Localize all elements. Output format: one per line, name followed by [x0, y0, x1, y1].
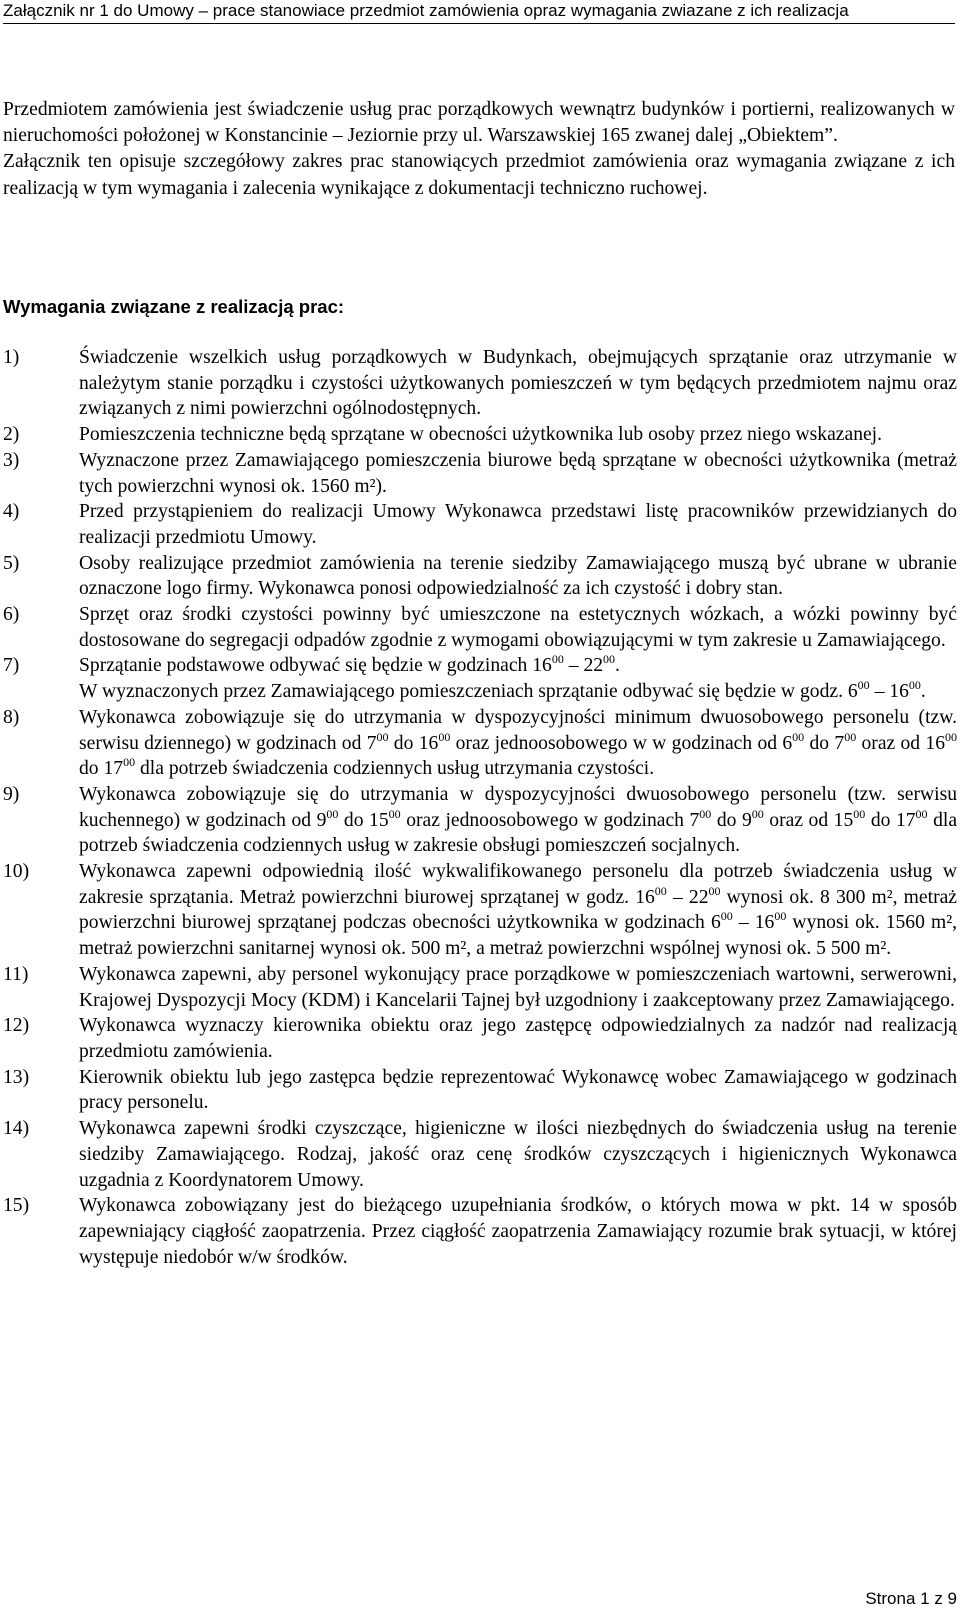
- item-text: Osoby realizujące przedmiot zamówienia na terenie siedziby Zamawiającego muszą być ubrane w ubranie oznaczone logo firmy. Wykonawca ponosi odpowiedzialność za ich czystość i dobry stan.: [79, 552, 957, 600]
- requirement-item: [3, 422, 957, 448]
- item-text: Wyznaczone przez Zamawiającego pomieszczenia biurowe będą sprzątane w obecności użytkownika (metraż tych powierzchni wynosi ok. 1560 m²).: [79, 449, 957, 497]
- item-text: Wykonawca zapewni środki czyszczące, higieniczne w ilości niezbędnych do świadczenia usług na terenie siedziby Zamawiającego. Rodzaj, jakość oraz cenę środków czyszczących i higienicznych Wykonawca uzgadnia z Koordynatorem Umowy.: [79, 1118, 957, 1191]
- item-text: Wykonawca zobowiązany jest do bieżącego uzupełniania środków, o których mowa w pkt. 14 w sposób zapewniający ciągłość zaopatrzenia. Przez ciągłość zaopatrzenia Zamawiający rozumie brak sytuacji, w której występuje niedobór w/w środków.: [79, 1195, 957, 1268]
- item-number: 14): [3, 1118, 30, 1140]
- item-text: Sprzęt oraz środki czystości powinny być umieszczone na estetycznych wózkach, a wózki powinny być dostosowane do segregacji odpadów zgodnie z wymogami obowiązującymi w tym zakresie u Zamawiającego.: [79, 604, 957, 651]
- item-text: Sprzątanie podstawowe odbywać się będzie w godzinach $16^{00} - 22^{00}$. W wyznaczonych przez Zamawiającego pomieszczeniach sprzątanie odbywać się będzie w godz. $6^{00} - 16^{00}$.: [79, 652, 926, 703]
- item-text: Przed przystąpieniem do realizacji Umowy Wykonawca przedstawi listę pracowników przewidzianych do realizacji przedmiotu Umowy.: [79, 501, 957, 548]
- requirement-item: [3, 551, 957, 602]
- requirements-list: [3, 345, 957, 1270]
- item-text: Wykonawca zapewni, aby personel wykonujący prace porządkowe w pomieszczeniach wartowni, serwerowni, Krajowej Dyspozycji Mocy (KDM) i Kancelarii Tajnej był uzgodniony i zaakceptowany przez Zamawiającego.: [79, 963, 957, 1011]
- item-number: 12): [3, 1015, 30, 1037]
- requirement-item: [3, 448, 957, 499]
- item-number: 7): [3, 655, 20, 677]
- requirement-item: [3, 602, 957, 653]
- item-number: 5): [3, 552, 20, 574]
- requirement-item: [3, 782, 957, 859]
- page-header: Załącznik nr 1 do Umowy – prace stanowiace przedmiot zamówienia opraz wymagania zwiazane z ich realizacja: [3, 0, 955, 24]
- item-text: Kierownik obiektu lub jego zastępca będzie reprezentować Wykonawcę wobec Zamawiającego w godzinach pracy personelu.: [79, 1066, 957, 1114]
- item-number: 1): [3, 347, 20, 368]
- requirement-item: [3, 1013, 957, 1064]
- item-number: 3): [3, 449, 20, 471]
- page-number: Strona 1 z 9: [865, 1589, 957, 1608]
- intro-section: [3, 97, 955, 202]
- requirement-item: [3, 345, 957, 422]
- requirement-item: [3, 962, 957, 1013]
- intro-paragraph-2: Załącznik ten opisuje szczegółowy zakres prac stanowiących przedmiot zamówienia oraz wymagania związane z ich realizacją w tym wymagania i zalecenia wynikające z dokumentacji techniczno ruchowej.: [3, 151, 955, 199]
- requirement-item: [3, 1065, 957, 1116]
- item-text: Wykonawca zapewni odpowiednią ilość wykwalifikowanego personelu dla potrzeb świadczenia usług w zakresie sprzątania. Metraż powierzchni biurowej sprzątanej w godz. $16^{00} - 22^{00}$ wynosi ok. 8 300 m², metraż powierzchni biurowej sprzątanej podczas obecności użytkownika w godzinach $6^{00} - 16^{00}$ wynosi ok. 1560 m², metraż powierzchni sanitarnej wynosi ok. 500 m², a metraż powierzchni wspólnej wynosi ok. 5 500 m².: [79, 861, 957, 960]
- item-number: 10): [3, 861, 30, 883]
- item-number: 4): [3, 501, 20, 523]
- item-number: 9): [3, 783, 20, 805]
- requirement-item: [3, 705, 957, 782]
- item-number: 15): [3, 1195, 30, 1217]
- item-text: Wykonawca wyznaczy kierownika obiektu oraz jego zastępcę odpowiedzialnych za nadzór nad realizacją przedmiotu zamówienia.: [79, 1015, 957, 1062]
- item-number: 11): [3, 963, 29, 985]
- requirement-item: [3, 1116, 957, 1193]
- item-text: Wykonawca zobowiązuje się do utrzymania w dyspozycyjności dwuosobowego personelu (tzw. serwisu kuchennego) w godzinach od $9^{00}$ do $15^{00}$ oraz jednoosobowego w godzinach $7^{00}$ do $9^{00}$ oraz od $15^{00}$ do $17^{00}$ dla potrzeb świadczenia codziennych usług w zakresie obsługi pomieszczeń socjalnych.: [79, 783, 958, 857]
- item-number: 6): [3, 604, 20, 626]
- item-number: 13): [3, 1066, 30, 1088]
- requirements-heading: Wymagania związane z realizacją prac:: [3, 296, 345, 317]
- requirement-item: [3, 1193, 957, 1270]
- requirement-item: [3, 499, 957, 550]
- item-text: Wykonawca zobowiązuje się do utrzymania w dyspozycyjności minimum dwuosobowego personelu (tzw. serwisu dziennego) w godzinach od $7^{00}$ do $16^{00}$ oraz jednoosobowego w w godzinach od $6^{00}$ do $7^{00}$ oraz od $16^{00}$ do $17^{00}$ dla potrzeb świadczenia codziennych usług utrzymania czystości.: [79, 706, 958, 780]
- item-number: 8): [3, 706, 20, 728]
- item-text: Świadczenie wszelkich usług porządkowych w Budynkach, obejmujących sprzątanie oraz utrzymanie w należytym stanie porządku i czystości użytkowanych pomieszczeń w tym będących przedmiotem najmu oraz związanych z nimi powierzchni ogólnodostępnych.: [79, 347, 957, 420]
- item-text: Pomieszczenia techniczne będą sprzątane w obecności użytkownika lub osoby przez niego wskazanej.: [79, 424, 883, 446]
- requirement-item: [3, 653, 957, 704]
- requirement-item: [3, 859, 957, 962]
- item-number: 2): [3, 424, 20, 446]
- intro-paragraph-1: Przedmiotem zamówienia jest świadczenie usług prac porządkowych wewnątrz budynków i portierni, realizowanych w nieruchomości położonej w Konstancinie – Jeziornie przy ul. Warszawskiej 165 zwanej dalej „Obiektem”.: [3, 99, 955, 147]
